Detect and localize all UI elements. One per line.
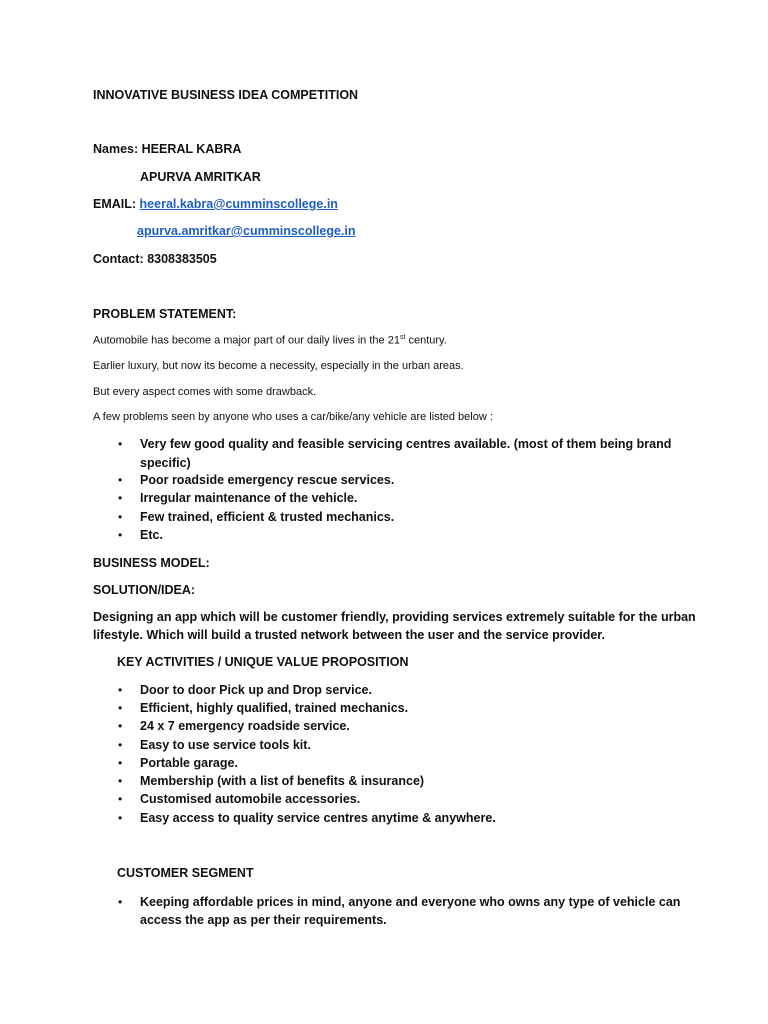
document-title: INNOVATIVE BUSINESS IDEA COMPETITION (93, 88, 359, 102)
name-first: HEERAL KABRA (141, 142, 242, 156)
list-item: Portable garage. (140, 756, 238, 770)
bullet-dot: • (118, 738, 123, 752)
email-link-1[interactable]: heeral.kabra@cumminscollege.in (139, 197, 338, 211)
problem-heading: PROBLEM STATEMENT: (93, 307, 237, 321)
email-link-2[interactable]: apurva.amritkar@cumminscollege.in (137, 224, 356, 238)
bullet-dot: • (118, 701, 123, 715)
contact-value: 8308383505 (147, 252, 217, 266)
bullet-dot: • (118, 437, 123, 451)
list-item: 24 x 7 emergency roadside service. (140, 719, 350, 733)
solution-line-1: Designing an app which will be customer friendly, providing services extremely suitable for the urban (93, 610, 696, 624)
list-item-continuation: specific) (140, 456, 191, 470)
list-item: Poor roadside emergency rescue services. (140, 473, 395, 487)
bullet-dot: • (118, 756, 123, 770)
list-item: Easy to use service tools kit. (140, 738, 311, 752)
solution-heading: SOLUTION/IDEA: (93, 583, 196, 597)
email-row-2 (137, 224, 356, 238)
bullet-dot: • (118, 510, 123, 524)
list-item: Easy access to quality service centres anytime & anywhere. (140, 811, 496, 825)
problem-line-3: But every aspect comes with some drawback. (93, 386, 317, 398)
list-item: Keeping affordable prices in mind, anyone and everyone who owns any type of vehicle can (140, 895, 681, 909)
list-item: Efficient, highly qualified, trained mechanics. (140, 701, 409, 715)
bullet-dot: • (118, 774, 123, 788)
key-activities-heading: KEY ACTIVITIES / UNIQUE VALUE PROPOSITION (117, 655, 409, 669)
name-second: APURVA AMRITKAR (140, 170, 261, 184)
email-row (93, 197, 338, 211)
business-model-heading: BUSINESS MODEL: (93, 556, 210, 570)
list-item: Customised automobile accessories. (140, 792, 361, 806)
list-item: Very few good quality and feasible servicing centres available. (most of them being brand (140, 437, 672, 451)
list-item-continuation: access the app as per their requirements. (140, 913, 387, 927)
list-item: Membership (with a list of benefits & insurance) (140, 774, 425, 788)
bullet-dot: • (118, 683, 123, 697)
bullet-dot: • (118, 811, 123, 825)
contact-row (93, 252, 217, 266)
bullet-dot: • (118, 792, 123, 806)
bullet-dot: • (118, 528, 123, 542)
customer-segment-heading: CUSTOMER SEGMENT (117, 866, 254, 880)
list-item: Few trained, efficient & trusted mechanics. (140, 510, 395, 524)
solution-line-2: lifestyle. Which will build a trusted network between the user and the service provider. (93, 628, 605, 642)
problem-line-1: Automobile has become a major part of our daily lives in the 21st century. (93, 334, 447, 347)
contact-label: Contact: (93, 252, 144, 266)
problem-line-4: A few problems seen by anyone who uses a car/bike/any vehicle are listed below : (93, 411, 493, 423)
list-item: Door to door Pick up and Drop service. (140, 683, 372, 697)
bullet-dot: • (118, 491, 123, 505)
bullet-dot: • (118, 719, 123, 733)
names-label: Names: (93, 142, 139, 156)
names-row (93, 142, 241, 156)
bullet-dot: • (118, 895, 123, 909)
list-item: Irregular maintenance of the vehicle. (140, 491, 358, 505)
email-label: EMAIL: (93, 197, 137, 211)
problem-line-2: Earlier luxury, but now its become a necessity, especially in the urban areas. (93, 360, 464, 372)
bullet-dot: • (118, 473, 123, 487)
list-item: Etc. (140, 528, 163, 542)
